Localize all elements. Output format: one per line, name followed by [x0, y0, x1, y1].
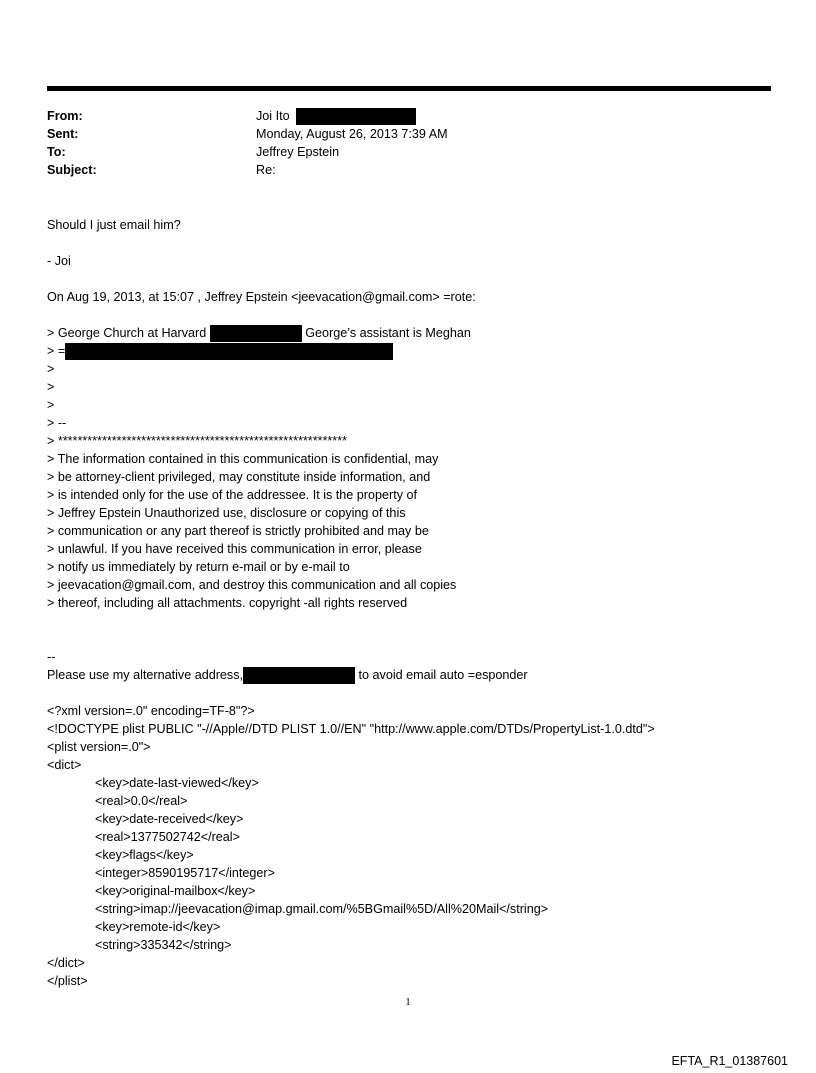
email-body: [47, 216, 787, 990]
xml-line: </dict>: [47, 956, 85, 970]
page-number: 1: [405, 996, 411, 1008]
xml-line: <dict>: [47, 758, 82, 772]
quoted-line: >: [47, 380, 55, 394]
disclaimer-line: > thereof, including all attachments. copyright -all rights reserved: [47, 596, 408, 610]
to-row: [47, 143, 448, 161]
from-row: [47, 107, 448, 125]
disclaimer-line: > is intended only for the use of the addressee. It is the property of: [47, 488, 417, 502]
signature-dashes: --: [47, 650, 56, 664]
xml-entry: <key>original-mailbox</key>: [95, 884, 256, 898]
quoted-line: > ***********************************************************: [47, 434, 348, 448]
quoted-line: >: [47, 398, 55, 412]
to-label: To:: [47, 145, 66, 159]
xml-entry: <real>0.0</real>: [95, 794, 188, 808]
disclaimer-line: > Jeffrey Epstein Unauthorized use, disclosure or copying of this: [47, 506, 406, 520]
sent-row: [47, 125, 448, 143]
redaction-box: [243, 667, 355, 684]
redaction-box: [296, 108, 416, 125]
from-label: From:: [47, 109, 83, 123]
body-line: Should I just email him?: [47, 218, 181, 232]
alt-address-line: Please use my alternative address, to avoid email auto =esponder: [47, 666, 787, 684]
subject-label: Subject:: [47, 163, 97, 177]
disclaimer-line: > The information contained in this communication is confidential, may: [47, 452, 439, 466]
redaction-box: [65, 343, 393, 360]
xml-entry: <real>1377502742</real>: [95, 830, 240, 844]
bates-number: EFTA_R1_01387601: [671, 1054, 788, 1068]
xml-entry: <key>date-last-viewed</key>: [95, 776, 259, 790]
xml-line: <plist version=.0">: [47, 740, 151, 754]
disclaimer-line: > jeevacation@gmail.com, and destroy this communication and all copies: [47, 578, 457, 592]
to-value: Jeffrey Epstein: [256, 145, 340, 159]
redaction-box: [210, 325, 302, 342]
xml-entry: <string>335342</string>: [95, 938, 232, 952]
email-header: [47, 107, 448, 179]
xml-entry: <string>imap://jeevacation@imap.gmail.com/%5BGmail%5D/All%20Mail</string>: [95, 902, 549, 916]
xml-entry: <key>date-received</key>: [95, 812, 244, 826]
header-rule: [47, 86, 771, 91]
sent-value: Monday, August 26, 2013 7:39 AM: [256, 127, 448, 141]
disclaimer-line: > unlawful. If you have received this communication in error, please: [47, 542, 422, 556]
sent-label: Sent:: [47, 127, 79, 141]
from-value: Joi Ito: [256, 109, 290, 123]
xml-entry: <integer>8590195717</integer>: [95, 866, 275, 880]
subject-row: [47, 161, 448, 179]
quoted-line: > George Church at Harvard George’s assistant is Meghan: [47, 324, 787, 342]
xml-line: <?xml version=.0" encoding=TF-8"?>: [47, 704, 255, 718]
subject-value: Re:: [256, 163, 276, 177]
quoted-line: > --: [47, 416, 67, 430]
quoted-line: >: [47, 362, 55, 376]
xml-line: <!DOCTYPE plist PUBLIC "-//Apple//DTD PLIST 1.0//EN" "http://www.apple.com/DTDs/PropertyList-1.0.dtd">: [47, 722, 655, 736]
xml-entry: <key>flags</key>: [95, 848, 194, 862]
disclaimer-line: > be attorney-client privileged, may constitute inside information, and: [47, 470, 431, 484]
quoted-line: > =: [47, 342, 787, 360]
xml-line: </plist>: [47, 974, 88, 988]
signature: - Joi: [47, 254, 71, 268]
quote-intro: On Aug 19, 2013, at 15:07 , Jeffrey Epstein <jeevacation@gmail.com> =rote:: [47, 290, 476, 304]
disclaimer-line: > notify us immediately by return e-mail or by e-mail to: [47, 560, 350, 574]
xml-entry: <key>remote-id</key>: [95, 920, 221, 934]
disclaimer-line: > communication or any part thereof is strictly prohibited and may be: [47, 524, 429, 538]
